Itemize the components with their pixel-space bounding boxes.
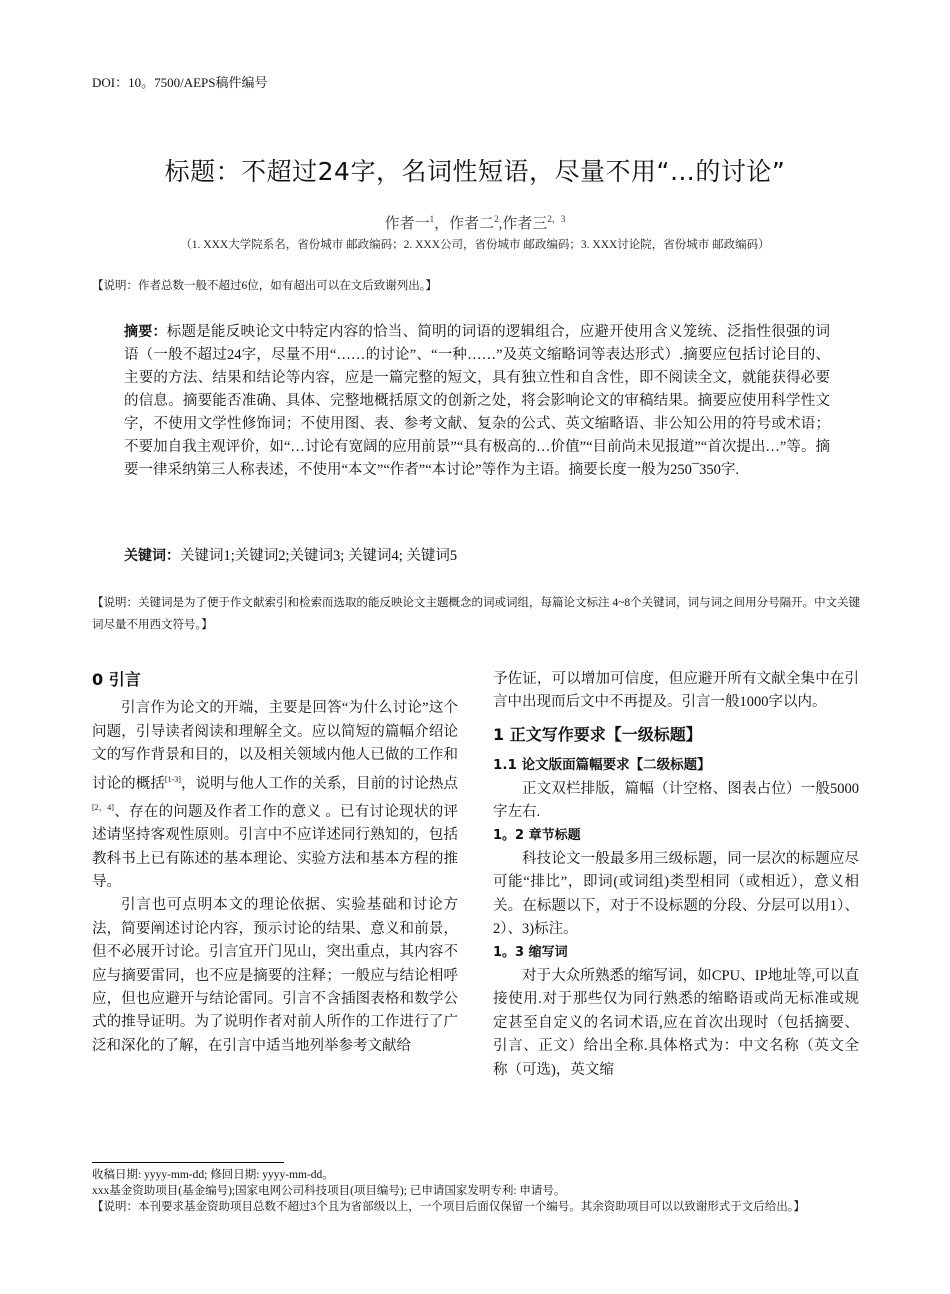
keywords	[124, 544, 830, 565]
intro-paragraph-2: 引言也可点明本文的理论依据、实验基础和讨论方法，简要阐述讨论内容，预示讨论的结果、意义和前景，但不必展开讨论。引言宜开门见山，突出重点，其内容不应与摘要雷同，也不应是摘要的注释；一般应与结论相呼应，但也应避开与结论雷同。引言不含插图表格和数学公式的推导证明。为了说明作者对前人所作的工作进行了广泛和深化的了解，在引言中适当地列举参考文献给	[92, 897, 458, 1054]
subsection-heading-1-2: 1。2 章节标题	[493, 828, 581, 844]
author-name: 作者一	[384, 216, 430, 232]
author-name: ，作者二	[434, 216, 495, 232]
citation[interactable]: [1-3]	[164, 774, 181, 784]
section-heading-1: 1 正文写作要求【一级标题】	[493, 724, 702, 744]
abstract-label: 摘要：	[124, 324, 167, 340]
citation[interactable]: [2，4]	[92, 802, 114, 812]
intro-paragraph-1	[92, 697, 458, 894]
subsection-heading-1-3: 1。3 缩写词	[493, 945, 568, 961]
footnote-funding: xxx基金资助项目(基金编号);国家电网公司科技项目(项目编号); 已申请国家发明专利: 申请号。	[92, 1185, 566, 1197]
doi-line: DOI：10。7500/AEPS稿件编号	[92, 75, 268, 90]
affiliations: （1. XXX大学院系名，省份城市 邮政编码；2. XXX公司，省份城市 邮政编码；3. XXX讨论院，省份城市 邮政编码）	[180, 239, 770, 251]
author-note: 【说明：作者总数一般不超过6位，如有超出可以在文后致谢列出。】	[92, 280, 437, 292]
section-heading-intro: 0 引言	[92, 670, 141, 689]
paragraph-1-3: 对于大众所熟悉的缩写词，如CPU、IP地址等,可以直接使用.对于那些仅为同行熟悉的缩略语或尚无标准或规定甚至自定义的名词术语,应在首次出现时（包括摘要、引言、正文）给出全称.具体格式为：中文名称（英文全称（可选)，英文缩	[493, 967, 859, 1078]
paragraph-1-2: 科技论文一般最多用三级标题，同一层次的标题应尽可能“排比”，即词(或词组)类型相同（或相近），意义相关。在标题以下，对于不设标题的分段、分层可以用1）、2）、3)标注。	[493, 850, 859, 938]
paragraph-text: 、存在的问题及作者工作的意义 。已有讨论现状的评述请坚持客观性原则。引言中不应详述同行熟知的，包括教科书上已有陈述的基本理论、实验方法和基本方程的推导。	[92, 803, 459, 890]
footnotes	[92, 1167, 862, 1215]
author-affil-mark: 2，3	[547, 214, 566, 224]
author-affil-mark: 1	[429, 214, 435, 224]
footnote-note: 【说明：本刊要求基金资助项目总数不超过3个且为省部级以上，一个项目后面仅保留一个编号。其余资助项目可以以致谢形式于文后给出。】	[92, 1201, 805, 1213]
paragraph-1-1: 正文双栏排版，篇幅（计空格、图表占位）一般5000字左右.	[493, 780, 859, 821]
paragraph-text: ，说明与他人工作的关系，目前的讨论热点	[180, 775, 459, 792]
author-affil-mark: 2	[494, 214, 499, 224]
author-name: ,作者三	[498, 216, 548, 232]
abstract-text: 标题是能反映论文中特定内容的恰当、简明的词语的逻辑组合，应避开使用含义笼统、泛指性很强的词语（一般不超过24字，尽量不用“……的讨论”、“一种……”及英文缩略词等表达形式）.摘要应包括讨论目的、主要的方法、结果和结论等内容，应是一篇完整的短文，具有独立性和自含性，即不阅读全文，就能获得必要的信息。摘要能否准确、具体、完整地概括原文的创新之处，将会影响论文的审稿结果。摘要应使用科学性文字，不使用文学性修饰词；不使用图、表、参考文献、复杂的公式、英文缩略语、非公知公用的符号或术语；不要加自我主观评价，如“…讨论有宽阔的应用前景”“具有极高的…价值”“目前尚未见报道”“首次提出…”等。摘要一律采纳第三人称表述，不使用“本文”“作者”“本讨论”等作为主语。摘要长度一般为250¯350字.	[124, 324, 830, 478]
keywords-text: 关键词1;关键词2;关键词3; 关键词4; 关键词5	[180, 548, 458, 564]
paper-title: 标题：不超过24字，名词性短语，尽量不用“…的讨论”	[164, 157, 786, 186]
subsection-heading-1-1: 1.1 论文版面篇幅要求【二级标题】	[493, 757, 711, 774]
keyword-note: 【说明：关键词是为了便于作文献索引和检索而选取的能反映论文主题概念的词或词组，每篇论文标注 4~8个关键词，词与词之间用分号隔开。中文关键词尽量不用西文符号。】	[92, 597, 861, 631]
abstract	[124, 321, 830, 482]
paragraph-text: 引言作为论文的开端，主要是回答“为什么讨论”这个问题，引导读者阅读和理解全文。应以简短的篇幅介绍论文的写作背景和目的，以及相关领域内他人已做的工作和讨论的概括	[92, 700, 458, 792]
author-list	[0, 212, 950, 233]
left-column	[92, 668, 458, 1058]
footnote-dates: 收稿日期: yyyy-mm-dd; 修回日期: yyyy-mm-dd。	[92, 1169, 334, 1181]
intro-paragraph-continued: 予佐证，可以增加可信度，但应避开所有文献全集中在引言中出现而后文中不再提及。引言一般1000字以内。	[493, 671, 859, 711]
footnote-divider	[92, 1162, 284, 1163]
keywords-label: 关键词：	[124, 548, 180, 564]
right-column	[493, 668, 859, 1082]
